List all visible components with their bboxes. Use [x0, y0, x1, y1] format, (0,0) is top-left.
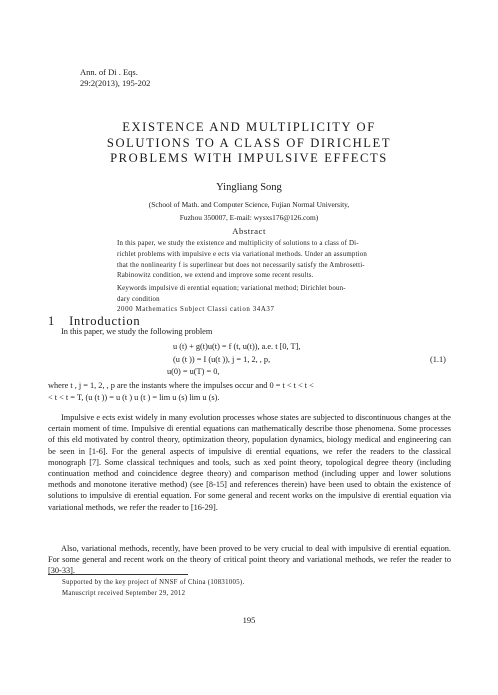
keywords-line: Keywords impulsive di erential equation; variational method; Dirichlet boun-: [117, 285, 346, 292]
equation-row-2: (u (t )) = I (u(t )), j = 1, 2, , p,: [173, 355, 271, 364]
affiliation-line-1: (School of Math. and Computer Science, Fujian Normal University,: [148, 200, 350, 209]
keywords-line: dary condition: [117, 295, 160, 303]
footnote-divider: [48, 574, 188, 575]
msc-classification: 2000 Mathematics Subject Classi cation 34A37: [117, 306, 275, 313]
section-number: 1: [48, 314, 56, 328]
section-title: Introduction: [69, 314, 141, 328]
where-line-2: < t < t = T, (u (t )) = u (t ) u (t ) = lim u (s) lim u (s).: [48, 393, 220, 402]
equation-label: (1.1): [430, 355, 446, 364]
paragraph-1: Impulsive e ects exist widely in many evolution processes whose states are subjected to discontinuous changes at the certain moment of time. Impulsive di erential equations can mathematically describe those phenomena. Some processes of this eld motivated by control theory, optimization theory, population dynamics, biology medical and engineering can be seen in [1-6]. For the general aspects of impulsive di erential equations, we refer the readers to the classical monograph [7]. Some classical techniques and tools, such as xed point theory, topological degree theory (including continuation method and coincidence degree theory) and comparison method (including upper and lower solutions methods and monotone iterative method) (see [8-15] and references therein) have been used to obtain the existence of solutions to impulsive di erential equation. For some general and recent works on the impulsive di erential equation via variational methods, we refer the reader to [16-29].: [48, 413, 451, 512]
affiliation-line-2: Fuzhou 350007, E-mail: wysxs176@126.com): [179, 213, 319, 222]
title-line-2: SOLUTIONS TO A CLASS OF DIRICHLET: [106, 135, 392, 150]
intro-line: In this paper, we study the following problem: [61, 327, 213, 336]
paper-title: [40, 120, 458, 167]
footnote-received: Manuscript received September 29, 2012: [62, 590, 186, 597]
equation-row-3: u(0) = u(T) = 0,: [167, 367, 220, 376]
equation-row-1: u (t) + g(t)u(t) = f (t, u(t)), a.e. t [0, T],: [173, 342, 301, 351]
page-number: 195: [242, 615, 256, 625]
footnote-funding: Supported by the key project of NNSF of China (10831005).: [62, 579, 245, 586]
abstract-heading: Abstract: [232, 226, 266, 236]
title-line-1: EXISTENCE AND MULTIPLICITY OF: [122, 120, 376, 134]
title-line-3: PROBLEMS WITH IMPULSIVE EFFECTS: [110, 151, 388, 165]
journal-citation: [80, 67, 150, 89]
abstract-line: In this paper, we study the existence and multiplicity of solutions to a class of Di-: [117, 240, 359, 247]
paragraph-2: Also, variational methods, recently, have been proved to be very crucial to deal with impulsive di erential equation. For some general and recent work on the theory of critical point theory and variational methods, we refer the reader to [30-33].: [48, 544, 451, 576]
abstract-line: that the nonlinearity f is superlinear but does not necessarily satisfy the Ambrosetti-: [117, 261, 365, 269]
abstract-line: richlet problems with impulsive e ects via variational methods. Under an assumption: [117, 250, 368, 258]
where-line-1: where t , j = 1, 2, , p are the instants where the impulses occur and 0 = t < t < t <: [48, 381, 314, 390]
author-name: Yingliang Song: [216, 182, 282, 193]
abstract-body: [117, 239, 401, 282]
keywords: [117, 284, 401, 305]
journal-name: Ann. of Di . Eqs.: [80, 67, 138, 77]
abstract-line: Rabinowitz condition, we extend and improve some recent results.: [117, 272, 314, 280]
journal-volume: 29:2(2013), 195-202: [80, 78, 151, 88]
affiliation: [0, 198, 498, 224]
